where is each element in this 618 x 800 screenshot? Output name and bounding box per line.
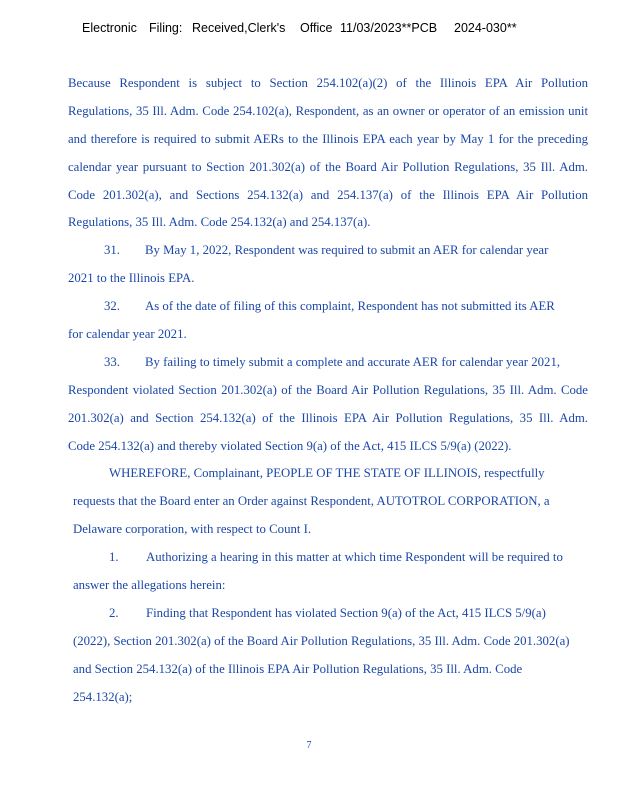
document-body bbox=[68, 70, 588, 711]
paragraph-number: 33. bbox=[104, 354, 120, 369]
body-line: requests that the Board enter an Order against Respondent, AUTOTROL CORPORATION, a bbox=[73, 494, 550, 509]
paragraph-32 bbox=[68, 293, 588, 321]
paragraph-text: As of the date of filing of this complaint, Respondent has not submitted its AER bbox=[145, 299, 555, 314]
body-line: and therefore is required to submit AERs to the Illinois EPA each year by May 1 for the preceding bbox=[68, 131, 588, 146]
body-line: Code 254.132(a) and thereby violated Section 9(a) of the Act, 415 ILCS 5/9(a) (2022). bbox=[68, 438, 512, 453]
wherefore-clause: WHEREFORE, Complainant, PEOPLE OF THE STATE OF ILLINOIS, respectfully bbox=[109, 466, 545, 481]
paragraph-number: 31. bbox=[104, 243, 120, 258]
header-date: 11/03/2023**PCB bbox=[340, 21, 438, 35]
body-line: 2021 to the Illinois EPA. bbox=[68, 271, 195, 286]
paragraph-31 bbox=[68, 237, 588, 265]
header-office: Office bbox=[300, 21, 333, 35]
body-line: answer the allegations herein: bbox=[73, 578, 226, 593]
header-filing: Filing: bbox=[149, 21, 183, 35]
header-case: 2024-030** bbox=[454, 21, 517, 35]
paragraph-number: 32. bbox=[104, 299, 120, 314]
paragraph-text: By failing to timely submit a complete and accurate AER for calendar year 2021, bbox=[145, 354, 561, 369]
page-number: 7 bbox=[306, 740, 312, 751]
body-line: calendar year pursuant to Section 201.302(a) of the Board Air Pollution Regulations, 35 Ill. Adm. bbox=[68, 159, 588, 174]
paragraph-33 bbox=[68, 349, 588, 377]
body-line: Delaware corporation, with respect to Count I. bbox=[73, 522, 312, 537]
body-line: Regulations, 35 Ill. Adm. Code 254.102(a), Respondent, as an owner or operator of an emission unit bbox=[68, 103, 588, 118]
body-line: 254.132(a); bbox=[73, 689, 133, 704]
relief-item-2 bbox=[68, 600, 588, 628]
body-line: 201.302(a) and Section 254.132(a) of the Illinois EPA Air Pollution Regulations, 35 Ill. Adm. bbox=[68, 410, 588, 425]
body-line: Because Respondent is subject to Section 254.102(a)(2) of the Illinois EPA Air Pollution bbox=[68, 76, 588, 90]
body-line: (2022), Section 201.302(a) of the Board Air Pollution Regulations, 35 Ill. Adm. Code 201.302(a) bbox=[73, 633, 570, 648]
body-line: and Section 254.132(a) of the Illinois EPA Air Pollution Regulations, 35 Ill. Adm. Code bbox=[73, 661, 523, 676]
body-line: for calendar year 2021. bbox=[68, 327, 187, 342]
body-line: Code 201.302(a), and Sections 254.132(a) and 254.137(a) of the Illinois EPA Air Pollution bbox=[68, 187, 588, 202]
header-electronic: Electronic bbox=[82, 21, 137, 35]
item-number: 2. bbox=[109, 605, 119, 620]
header-received: Received,Clerk's bbox=[192, 21, 286, 35]
relief-item-1 bbox=[68, 544, 588, 572]
body-line: Respondent violated Section 201.302(a) of the Board Air Pollution Regulations, 35 Ill. Adm. Code bbox=[68, 382, 588, 397]
paragraph-text: By May 1, 2022, Respondent was required to submit an AER for calendar year bbox=[145, 243, 549, 258]
item-number: 1. bbox=[109, 550, 119, 565]
item-text: Authorizing a hearing in this matter at which time Respondent will be required to bbox=[146, 550, 563, 565]
body-line: Regulations, 35 Ill. Adm. Code 254.132(a) and 254.137(a). bbox=[68, 215, 371, 230]
item-text: Finding that Respondent has violated Section 9(a) of the Act, 415 ILCS 5/9(a) bbox=[146, 605, 546, 620]
